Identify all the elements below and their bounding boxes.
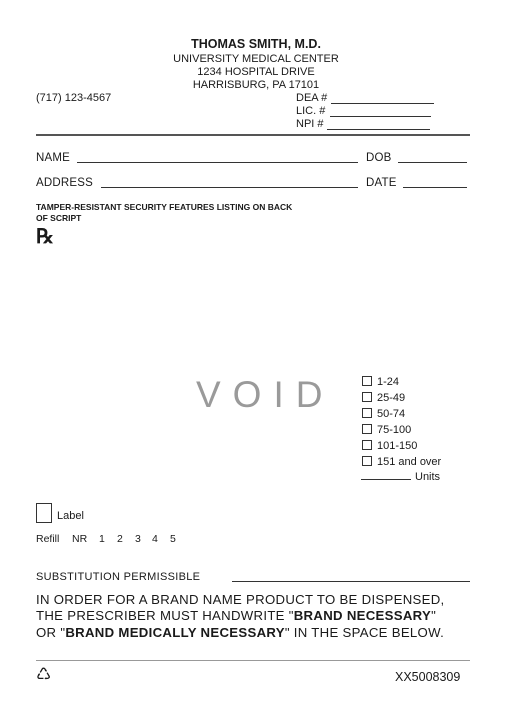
- qty-option-101-150[interactable]: [362, 440, 417, 452]
- qty-option-label: 50-74: [377, 408, 406, 420]
- rx-icon: ℞: [36, 224, 54, 248]
- refill-option-nr[interactable]: NR: [72, 533, 88, 545]
- brand-instruction-line-1: IN ORDER FOR A BRAND NAME PRODUCT TO BE DISPENSED,: [36, 592, 445, 607]
- footer-divider: [36, 660, 470, 661]
- street-address: 1234 HOSPITAL DRIVE: [197, 66, 315, 78]
- qty-option-label: 1-24: [377, 376, 400, 388]
- date-label: DATE: [366, 177, 397, 189]
- address-label: ADDRESS: [36, 177, 93, 189]
- qty-option-label: 25-49: [377, 392, 406, 404]
- instruction-text: OR ": [36, 625, 66, 640]
- label-checkbox[interactable]: [36, 503, 52, 523]
- qty-option-151-over[interactable]: [362, 456, 441, 468]
- units-label: Units: [415, 471, 441, 483]
- units-field[interactable]: [361, 479, 411, 480]
- substitution-field[interactable]: [232, 581, 470, 582]
- checkbox-icon[interactable]: [362, 424, 372, 434]
- qty-option-25-49[interactable]: [362, 392, 405, 404]
- dea-field[interactable]: [331, 103, 434, 104]
- dea-label: DEA #: [296, 92, 328, 104]
- name-label: NAME: [36, 152, 71, 164]
- void-watermark: VOID: [196, 374, 335, 415]
- refill-option-2[interactable]: 2: [117, 533, 123, 545]
- checkbox-icon[interactable]: [362, 456, 372, 466]
- security-note: [36, 202, 292, 224]
- lic-field[interactable]: [330, 116, 431, 117]
- brand-medically-necessary-text: BRAND MEDICALLY NECESSARY: [65, 625, 285, 640]
- city-state-zip: HARRISBURG, PA 17101: [192, 79, 320, 91]
- refill-label: Refill: [36, 533, 60, 545]
- refill-option-3[interactable]: 3: [135, 533, 141, 545]
- facility-name: UNIVERSITY MEDICAL CENTER: [173, 53, 339, 65]
- date-field[interactable]: [403, 187, 467, 188]
- checkbox-icon[interactable]: [362, 376, 372, 386]
- dob-field[interactable]: [398, 162, 467, 163]
- substitution-label: SUBSTITUTION PERMISSIBLE: [36, 571, 201, 583]
- dob-label: DOB: [366, 152, 392, 164]
- npi-label: NPI #: [296, 118, 324, 130]
- checkbox-icon[interactable]: [362, 392, 372, 402]
- name-field[interactable]: [77, 162, 358, 163]
- recycle-icon: ♺: [36, 665, 52, 685]
- instruction-text: ": [431, 608, 437, 623]
- qty-option-1-24[interactable]: [362, 376, 399, 388]
- qty-option-75-100[interactable]: [362, 424, 411, 436]
- lic-label: LIC. #: [296, 105, 326, 117]
- npi-field[interactable]: [327, 129, 430, 130]
- refill-option-1[interactable]: 1: [99, 533, 105, 545]
- instruction-text: " IN THE SPACE BELOW.: [284, 625, 445, 640]
- security-note-line-2: OF SCRIPT: [36, 213, 82, 223]
- checkbox-icon[interactable]: [362, 440, 372, 450]
- serial-number: XX5008309: [395, 670, 461, 684]
- label-text: Label: [57, 510, 84, 522]
- doctor-name: THOMAS SMITH, M.D.: [191, 37, 321, 51]
- qty-option-label: 75-100: [377, 424, 412, 436]
- refill-option-4[interactable]: 4: [152, 533, 158, 545]
- address-field[interactable]: [101, 187, 358, 188]
- phone-number: (717) 123-4567: [36, 92, 112, 104]
- qty-option-50-74[interactable]: [362, 408, 405, 420]
- brand-instruction-line-2: [36, 608, 436, 623]
- instruction-text: THE PRESCRIBER MUST HANDWRITE ": [36, 608, 294, 623]
- header-divider: [36, 134, 470, 136]
- refill-option-5[interactable]: 5: [170, 533, 176, 545]
- security-note-line-1: TAMPER-RESISTANT SECURITY FEATURES LISTING ON BACK: [36, 202, 293, 212]
- checkbox-icon[interactable]: [362, 408, 372, 418]
- qty-option-label: 151 and over: [377, 456, 442, 468]
- brand-instruction-line-3: [36, 625, 444, 640]
- qty-option-label: 101-150: [377, 440, 418, 452]
- brand-necessary-text: BRAND NECESSARY: [293, 608, 432, 623]
